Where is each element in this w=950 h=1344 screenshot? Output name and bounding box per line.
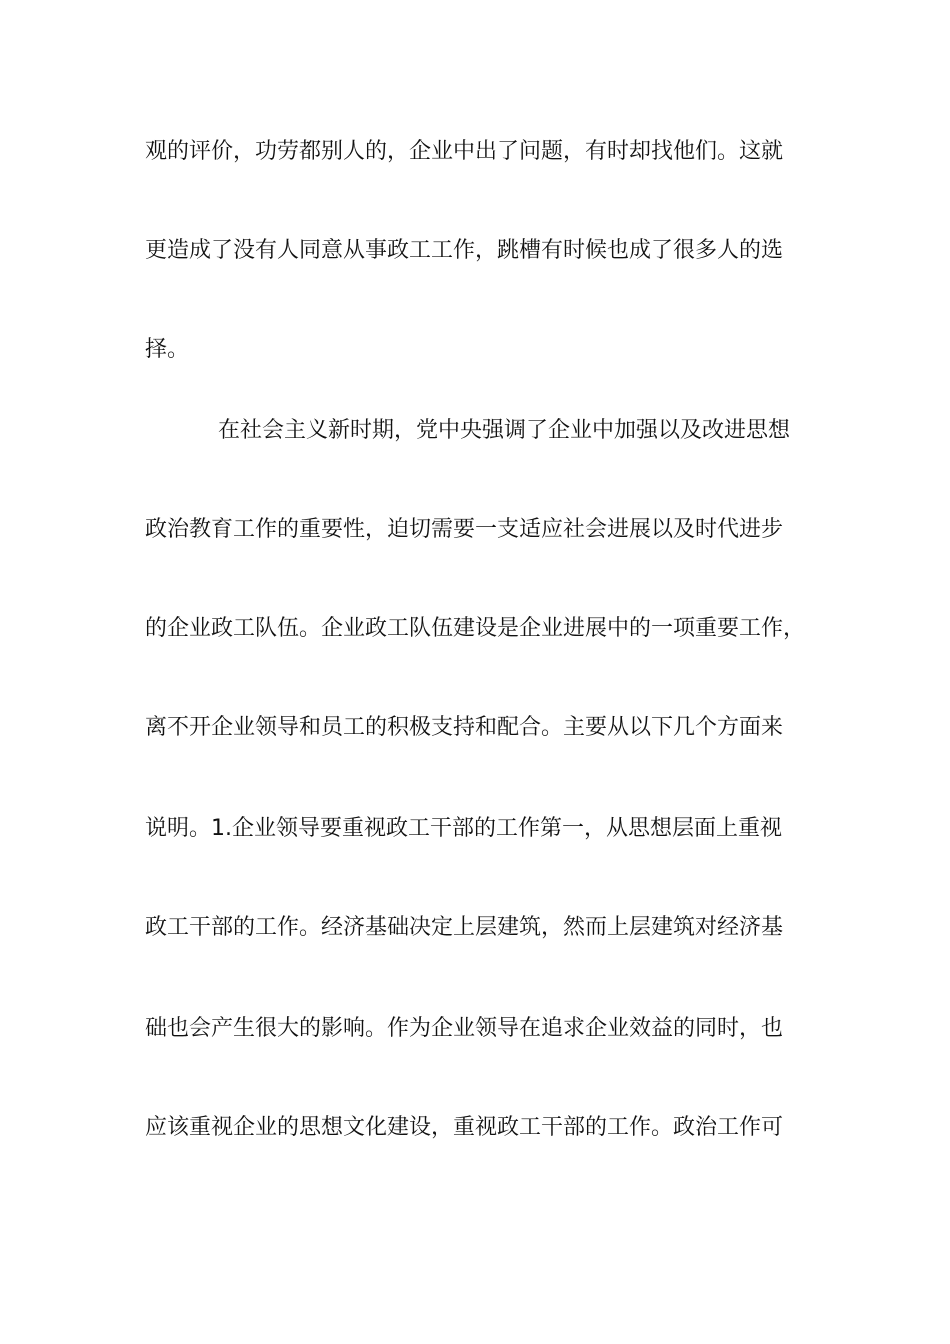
text-line-2: 更造成了没有人同意从事政工工作，跳槽有时候也成了很多人的选 <box>145 238 784 263</box>
text-line-4-paragraph-start: 在社会主义新时期，党中央强调了企业中加强以及改进思想 <box>218 418 791 443</box>
text-line-3: 择。 <box>145 337 190 362</box>
text-line-5: 政治教育工作的重要性，迫切需要一支适应社会进展以及时代进步 <box>145 517 784 542</box>
text-line-7: 离不开企业领导和员工的积极支持和配合。主要从以下几个方面来 <box>145 715 784 740</box>
text-line-6: 的企业政工队伍。企业政工队伍建设是企业进展中的一项重要工作， <box>145 616 806 641</box>
text-line-10: 础也会产生很大的影响。作为企业领导在追求企业效益的同时，也 <box>145 1016 784 1041</box>
text-line-9: 政工干部的工作。经济基础决定上层建筑，然而上层建筑对经济基 <box>145 915 784 940</box>
text-line-1: 观的评价，功劳都别人的，企业中出了问题，有时却找他们。这就 <box>145 139 784 164</box>
text-line-11: 应该重视企业的思想文化建设，重视政工干部的工作。政治工作可 <box>145 1115 784 1140</box>
text-line-8: 说明。1.企业领导要重视政工干部的工作第一，从思想层面上重视 <box>145 816 782 841</box>
